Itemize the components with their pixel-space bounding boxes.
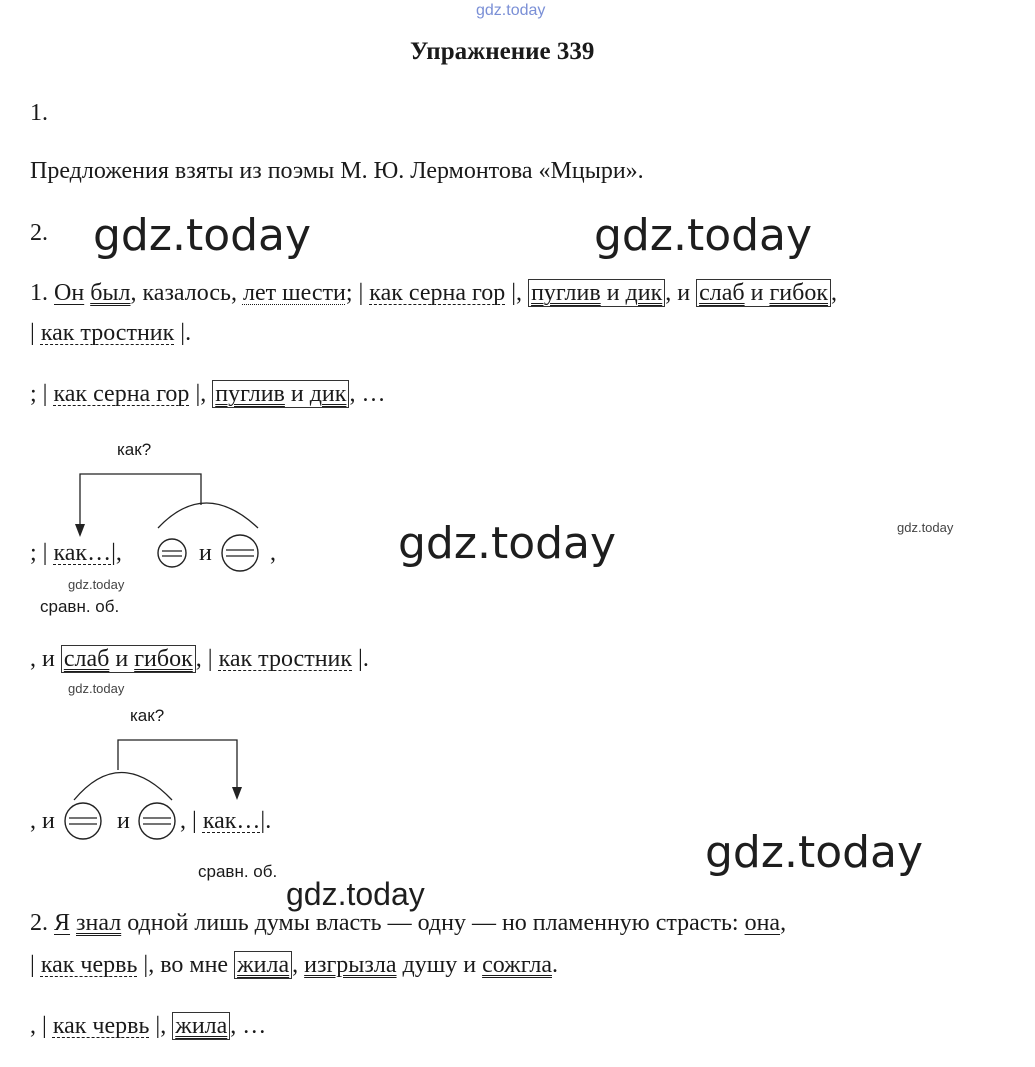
sentence-2-line-2 <box>30 952 558 979</box>
conjunction: и <box>290 381 304 407</box>
schema-2-label: сравн. об. <box>198 862 278 881</box>
tail: , … <box>230 1013 267 1039</box>
arrow-head-icon <box>232 787 242 800</box>
comma: , <box>831 280 837 306</box>
comma: , <box>292 952 299 978</box>
predicate: пуглив <box>215 381 285 407</box>
lead: , | <box>30 1013 47 1039</box>
section-1-text: Предложения взяты из поэмы М. Ю. Лермонтова «Мцыри». <box>30 158 644 184</box>
lead: , и <box>30 646 55 672</box>
homogeneous-predicates-box <box>61 645 196 673</box>
bar: |. <box>260 808 272 834</box>
predicate: слаб <box>699 280 745 306</box>
comparative-phrase: как тростник <box>218 646 353 672</box>
schema-1-label: сравн. об. <box>40 597 120 616</box>
section-2-number: 2. <box>30 220 48 246</box>
predicate: дик <box>625 280 663 306</box>
homogeneous-member-circle <box>222 535 258 571</box>
sentence-number: 2. <box>30 910 48 936</box>
schema-2-arc <box>74 773 172 801</box>
sentence-text: одной лишь думы власть — одну — но пламенную страсть: <box>127 910 739 936</box>
schema-2-line <box>180 808 271 835</box>
schema-2-conjunction: и <box>117 808 130 834</box>
comparative-phrase: как серна гор <box>53 381 190 407</box>
text: душу и <box>402 952 477 978</box>
schema-2-connector <box>118 740 237 793</box>
watermark: gdz.today <box>286 876 425 912</box>
schema-1-arc <box>158 503 258 528</box>
schema-1-conjunction: и <box>199 540 212 566</box>
watermark: gdz.today <box>68 577 125 592</box>
schema-1-connector <box>80 474 201 530</box>
watermark-top: gdz.today <box>476 2 546 19</box>
watermark: gdz.today <box>398 518 617 569</box>
subject: она <box>744 910 781 936</box>
lead: ; | <box>30 540 48 566</box>
lead: ; | <box>30 381 48 407</box>
bar: |, <box>195 381 207 407</box>
bar: | <box>30 320 35 346</box>
predicate: знал <box>76 910 122 936</box>
text: |, во мне <box>143 952 229 978</box>
predicate-box: жила <box>172 1012 230 1040</box>
section-1-number: 1. <box>30 100 48 126</box>
conjunction: и <box>115 646 129 672</box>
watermark: gdz.today <box>897 520 954 535</box>
conjunction: и <box>750 280 764 306</box>
watermark: gdz.today <box>93 210 312 261</box>
schema-1-tail: , <box>270 540 276 566</box>
bar: |, <box>511 280 523 306</box>
subject: Он <box>54 280 85 306</box>
circumstance: лет шести <box>242 280 346 306</box>
predicate: гибок <box>134 646 193 672</box>
bar: |. <box>180 320 192 346</box>
conjunction: и <box>606 280 620 306</box>
parenthetical-word: казалось, <box>142 280 237 306</box>
sentence-2-line-1 <box>30 910 786 937</box>
predicate: сожгла <box>482 952 552 978</box>
separator: , | <box>180 808 197 834</box>
comma: , <box>130 280 137 306</box>
separator: , и <box>665 280 691 306</box>
comparative-phrase-schematic: как… <box>53 540 112 566</box>
subject: Я <box>54 910 71 936</box>
watermark: gdz.today <box>68 681 125 696</box>
comparative-phrase: как червь <box>40 952 138 978</box>
homogeneous-member-circle <box>139 803 175 839</box>
comparative-phrase: как тростник <box>40 320 175 346</box>
bar: |, <box>155 1013 167 1039</box>
predicate: гибок <box>769 280 828 306</box>
comparative-phrase: как червь <box>52 1013 150 1039</box>
comparative-phrase: как серна гор <box>369 280 506 306</box>
fragment-2 <box>30 646 369 673</box>
comma: , <box>780 910 787 936</box>
period: . <box>551 952 558 978</box>
comparative-phrase-schematic: как… <box>202 808 261 834</box>
sentence-number: 1. <box>30 280 48 306</box>
semicolon: ; <box>345 280 353 306</box>
schema-2-lead: , и <box>30 808 55 834</box>
predicate: дик <box>309 381 347 407</box>
predicate: был <box>90 280 131 306</box>
bar: | <box>30 952 35 978</box>
page-title: Упражнение 339 <box>410 38 595 65</box>
bar: |. <box>358 646 369 672</box>
predicate: изгрызла <box>304 952 397 978</box>
predicate: пуглив <box>531 280 601 306</box>
homogeneous-member-circle <box>65 803 101 839</box>
homogeneous-member-circle <box>158 539 186 567</box>
bar: |, <box>111 540 122 566</box>
predicate-box: жила <box>234 951 292 979</box>
separator: , | <box>195 646 213 672</box>
fragment-3 <box>30 1013 266 1040</box>
watermark: gdz.today <box>594 210 813 261</box>
predicate: слаб <box>63 646 110 672</box>
schema-2-question: как? <box>130 706 165 725</box>
arrow-head-icon <box>75 524 85 537</box>
bar: | <box>358 280 364 306</box>
schema-1-line <box>30 540 122 567</box>
tail: , … <box>349 381 386 407</box>
watermark: gdz.today <box>705 827 924 878</box>
schema-1-question: как? <box>117 440 152 459</box>
